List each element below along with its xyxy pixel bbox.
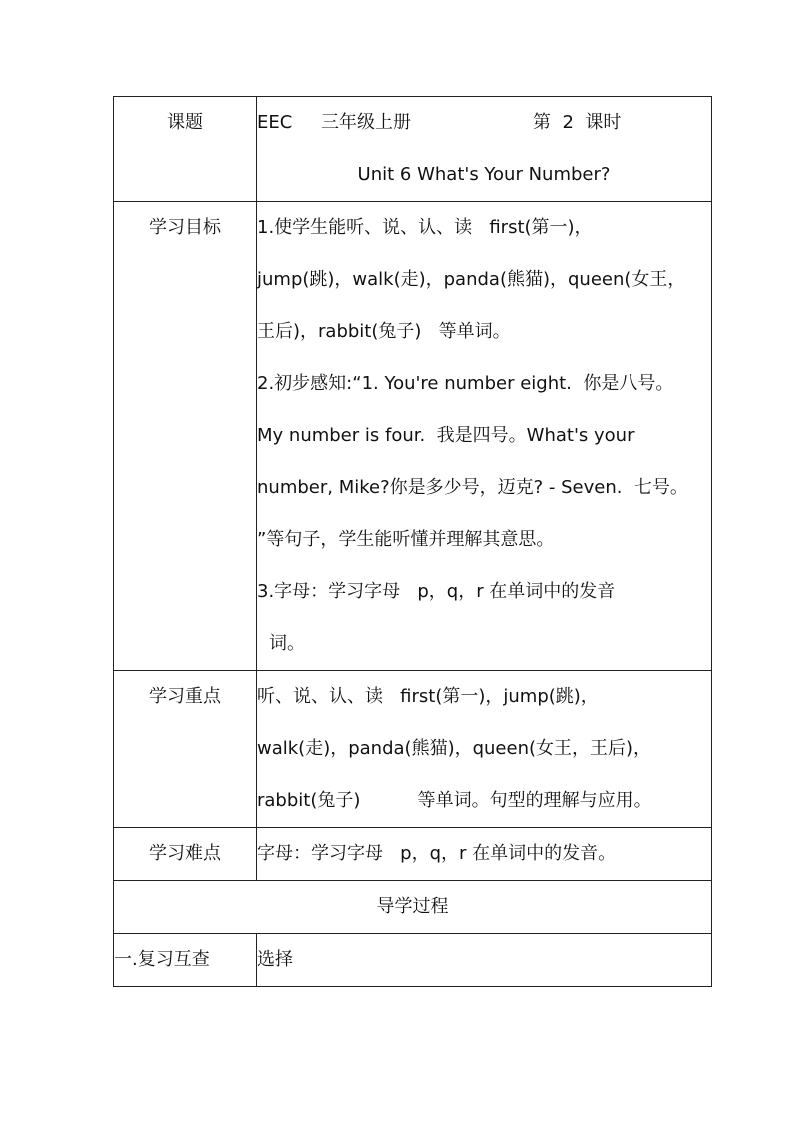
key-points-content [257, 671, 712, 828]
objective-line: 2.初步感知:“1. You're number eight. 你是八号。 [257, 373, 674, 394]
objective-line: My number is four. 我是四号。What's your [257, 425, 635, 446]
process-row [114, 881, 712, 934]
objective-line: 词。 [269, 633, 305, 654]
topic-content [257, 97, 712, 202]
topic-row [114, 97, 712, 202]
difficulty-line: 字母：学习字母 p，q，r 在单词中的发音。 [257, 843, 617, 864]
key-points-row [114, 671, 712, 828]
review-label: 一.复习互查 [114, 934, 257, 987]
topic-header-line [257, 97, 711, 149]
topic-label: 课题 [114, 97, 257, 202]
publisher-text: EEC [257, 112, 293, 133]
review-content [257, 934, 712, 987]
grade-text: 三年级上册 [321, 112, 411, 133]
lesson-plan-table [113, 96, 712, 987]
key-point-line: rabbit(兔子) 等单词。句型的理解与应用。 [257, 790, 652, 811]
lesson-number-text: 第 2 课时 [533, 112, 622, 133]
objectives-content [257, 202, 712, 671]
objective-line: number, Mike?你是多少号，迈克? - Seven. 七号。 [257, 477, 688, 498]
difficulties-content [257, 828, 712, 881]
review-row [114, 934, 712, 987]
unit-title: Unit 6 What's Your Number? [357, 164, 611, 185]
difficulties-label: 学习难点 [114, 828, 257, 881]
process-title: 导学过程 [114, 881, 712, 934]
objective-line: 王后)，rabbit(兔子) 等单词。 [257, 321, 511, 342]
review-text: 选择 [257, 949, 293, 970]
objective-line: 1.使学生能听、说、认、读 first(第一)， [257, 217, 593, 238]
objective-line: ”等句子，学生能听懂并理解其意思。 [257, 529, 555, 550]
objective-line: 3.字母：学习字母 p，q，r 在单词中的发音 [257, 581, 616, 602]
difficulties-row [114, 828, 712, 881]
key-point-line: 听、说、认、读 first(第一)，jump(跳)， [257, 686, 599, 707]
key-points-label: 学习重点 [114, 671, 257, 828]
objectives-label: 学习目标 [114, 202, 257, 671]
objective-line: jump(跳)，walk(走)，panda(熊猫)，queen(女王， [257, 269, 686, 290]
objectives-row [114, 202, 712, 671]
key-point-line: walk(走)，panda(熊猫)，queen(女王，王后)， [257, 738, 652, 759]
